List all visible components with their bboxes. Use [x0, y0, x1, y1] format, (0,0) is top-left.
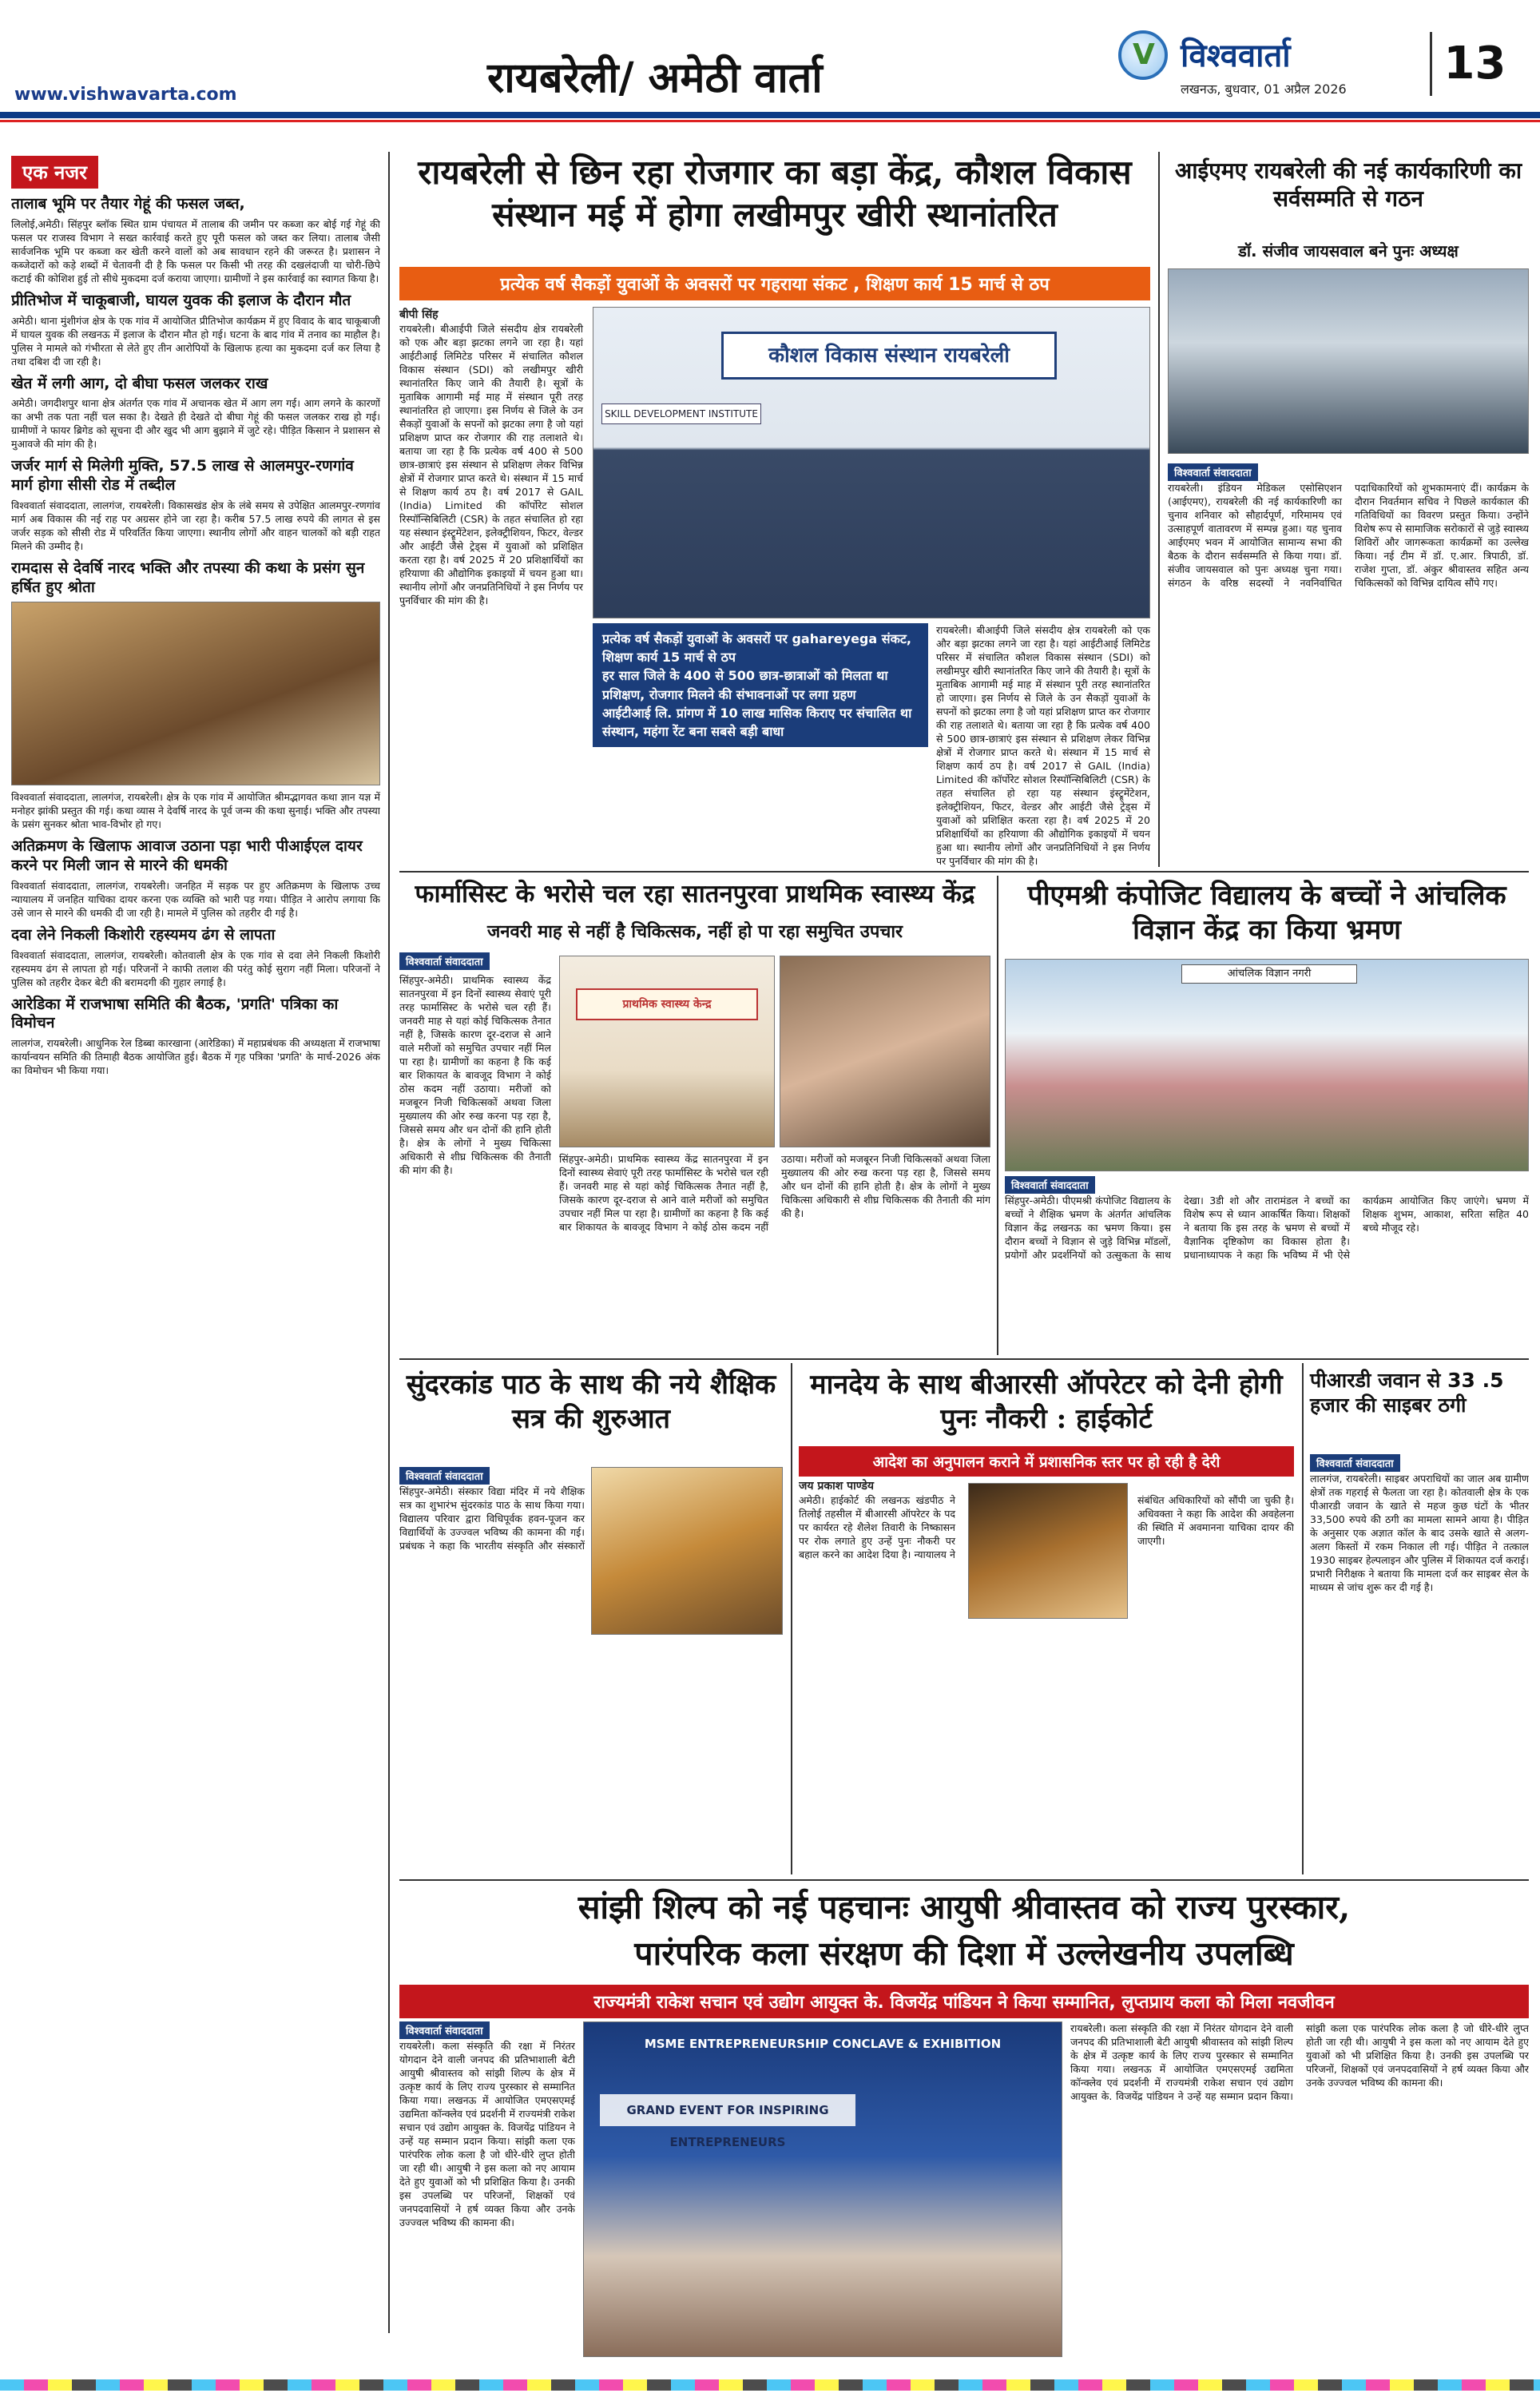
- phc-photo: [559, 956, 775, 1147]
- section-divider: [399, 871, 1529, 873]
- sundar-photo: [591, 1467, 783, 1635]
- brief-body: विश्ववार्ता संवाददाता, लालगंज, रायबरेली। विकासखंड क्षेत्र के लंबे समय से उपेक्षित आलमपुर-रणगांव मार्ग अब विकास की नई राह पर अग्रसर होने जा रहा है। करीब 57.5 लाख रुपये की लागत से इस जर्जर सड़क को सीसी रोड में परिवर्तित किया जाएगा। स्थानीय लोगों और वाहन चालकों को बड़ी राहत मिलने की उम्मीद है।: [11, 499, 380, 552]
- pharma-body: सिंहपुर-अमेठी। प्राथमिक स्वास्थ्य केंद्र सातनपुरवा में इन दिनों स्वास्थ्य सेवाएं पूरी तरह फार्मासिस्ट के भरोसे चल रही हैं। जनवरी माह से यहां कोई चिकित्सक तैनात नहीं है, जिसके कारण दूर-दराज से आने वाले मरीजों को समुचित उपचार नहीं मिल पा रहा है। ग्रामीणों का कहना है कि कई बार शिकायत के बावजूद विभाग ने कोई ठोस कदम नहीं उठाया। मरीजों को मजबूरन निजी चिकित्सकों अथवा जिला मुख्यालय की ओर रुख करना पड़ रहा है, जिससे समय और धन दोनों की हानि होती है। क्षेत्र के लोगों ने मुख्य चिकित्सा अधिकारी से शीघ्र चिकित्सक की तैनाती की मांग की है।: [399, 974, 551, 1176]
- bullet-item: आईटीआई लि. प्रांगण में 10 लाख मासिक किराए पर संचालित था संस्थान, महंगा रेंट बना सबसे बड़ी बाधा: [602, 705, 912, 739]
- brief-item: [11, 996, 380, 1078]
- pharma-body-continued: सिंहपुर-अमेठी। प्राथमिक स्वास्थ्य केंद्र सातनपुरवा में इन दिनों स्वास्थ्य सेवाएं पूरी तरह फार्मासिस्ट के भरोसे चल रही हैं। जनवरी माह से यहां कोई चिकित्सक तैनात नहीं है, जिसके कारण दूर-दराज से आने वाले मरीजों को समुचित उपचार नहीं मिल पा रहा है। ग्रामीणों का कहना है कि कई बार शिकायत के बावजूद विभाग ने कोई ठोस कदम नहीं उठाया। मरीजों को मजबूरन निजी चिकित्सकों अथवा जिला मुख्यालय की ओर रुख करना पड़ रहा है, जिससे समय और धन दोनों की हानि होती है। क्षेत्र के लोगों ने मुख्य चिकित्सा अधिकारी से शीघ्र चिकित्सक की तैनाती की मांग की है।: [559, 1153, 990, 1233]
- pmshri-text: [1005, 1176, 1529, 1352]
- brief-title: प्रीतिभोज में चाकूबाजी, घायल युवक की इलाज के दौरान मौत: [11, 291, 351, 309]
- brief-body: लिलोई,अमेठी। सिंहपुर ब्लॉक स्थित ग्राम पंचायत में तालाब की जमीन पर कब्जा कर बोई गई गेहूं की फसल पर राजस्व विभाग ने सख्त कार्रवाई करते हुए पूरी फसल को जब्त कर लिया। तालाब जैसी सार्वजनिक भूमि पर कब्जा कर खेती करने वालों को अब सावधान रहने की जरूरत है। प्रशासन ने कब्जेदारों को कड़े शब्दों में चेतावनी दी है कि फसल पर किसी भी तरह की दखलंदाजी या चोरी-छिपे कटाई की कोशिश हुई तो सीधे मुकदमा दर्ज कराया जाएगा। ग्रामीणों ने इस कार्रवाई का स्वागत किया है।: [11, 217, 380, 284]
- brief-body: लालगंज, रायबरेली। आधुनिक रेल डिब्बा कारखाना (आरेडिका) में महाप्रबंधक की अध्यक्षता में राजभाषा कार्यान्वयन समिति की तिमाही बैठक आयोजित हुई। बैठक में गृह पत्रिका 'प्रगति' के मार्च-2026 अंक का विमोचन भी किया गया।: [11, 1037, 380, 1076]
- saanjhi-body: रायबरेली। कला संस्कृति की रक्षा में निरंतर योगदान देने वाली जनपद की प्रतिभाशाली बेटी आयुषी श्रीवास्तव को सांझी शिल्प के क्षेत्र में उत्कृष्ट कार्य के लिए राज्य पुरस्कार से सम्मानित किया गया। लखनऊ में आयोजित एमएसएमई उद्यमिता कॉन्क्लेव एवं प्रदर्शनी में राज्यमंत्री राकेश सचान एवं उद्योग आयुक्त के. विजयेंद्र पांडियन ने उन्हें यह सम्मान प्रदान किया। सांझी कला एक पारंपरिक लोक कला है जो धीरे-धीरे लुप्त होती जा रही थी। आयुषी ने इस कला को नए आयाम देते हुए युवाओं को भी प्रशिक्षित किया है। उनकी इस उपलब्धि पर परिजनों, शिक्षकों एवं जनपदवासियों ने हर्ष व्यक्त किया और उनके उज्ज्वल भविष्य की कामना की।: [399, 2040, 575, 2228]
- pharma-headline: फार्मासिस्ट के भरोसे चल रहा सातनपुरवा प्राथमिक स्वास्थ्य केंद्र: [415, 880, 975, 908]
- saanjhi-strap: राज्यमंत्री राकेश सचान एवं उद्योग आयुक्त के. विजयेंद्र पांडियन ने किया सम्मानित, लुप्तप्राय कला को मिला नवजीवन: [399, 1985, 1529, 2018]
- phc-sign: प्राथमिक स्वास्थ्य केन्द्र: [576, 988, 758, 1020]
- science-centre-banner: आंचलिक विज्ञान नगरी: [1181, 964, 1357, 984]
- column-divider: [1158, 152, 1160, 867]
- saanjhi-headline-2: पारंपरिक कला संरक्षण की दिशा में उल्लेखनीय उपलब्धि: [634, 1934, 1294, 1973]
- ima-body: रायबरेली। इंडियन मेडिकल एसोसिएशन (आईएमए), रायबरेली की नई कार्यकारिणी का चुनाव शनिवार को सौहार्दपूर्ण, गरिमामय एवं उत्साहपूर्ण वातावरण में सम्पन्न हुआ। यह चुनाव आईएमए भवन में आयोजित सामान्य सभा की बैठक के दौरान सर्वसम्मति से किया गया। डॉ. संजीव जायसवाल को पुनः अध्यक्ष चुना गया। संगठन के वरिष्ठ सदस्यों ने नवनिर्वाचित पदाधिकारियों को शुभकामनाएं दीं। कार्यक्रम के दौरान निवर्तमान सचिव ने पिछले कार्यकाल की गतिविधियों का विवरण प्रस्तुत किया। उन्होंने विशेष रूप से सामाजिक सरोकारों से जुड़े स्वास्थ्य शिविरों और जागरूकता कार्यक्रमों का उल्लेख किया। नई टीम में डॉ. ए.आर. त्रिपाठी, डॉ. राजेश गुप्ता, डॉ. अंकुर श्रीवास्तव सहित अन्य चिकित्सकों को विभिन्न दायित्व सौंपे गए।: [1168, 482, 1529, 589]
- section-divider: [399, 1358, 1529, 1360]
- site-url[interactable]: www.vishwavarta.com: [14, 85, 237, 105]
- pmshri-headline: पीएमश्री कंपोजिट विद्यालय के बच्चों ने आंचलिक विज्ञान केंद्र का किया भ्रमण: [1027, 880, 1506, 946]
- ima-headline: आईएमए रायबरेली की नई कार्यकारिणी का सर्वसम्मति से गठन: [1174, 157, 1522, 212]
- ek-nazar-label: एक नजर: [11, 156, 98, 189]
- pharma-col1: [399, 973, 551, 1349]
- bullet-item: प्रत्येक वर्ष सैकड़ों युवाओं के अवसरों पर gahareyega संकट, शिक्षण कार्य 15 मार्च से ठप: [602, 631, 911, 666]
- cyber-body: लालगंज, रायबरेली। साइबर अपराधियों का जाल अब ग्रामीण क्षेत्रों तक गहराई से फैलता जा रहा है। कोतवाली क्षेत्र के एक पीआरडी जवान के खाते से महज कुछ घंटों के भीतर 33,500 रुपये की ठगी का मामला सामने आया है। पीड़ित के अनुसार एक अज्ञात कॉल के बाद उसके खाते से अलग-अलग किस्तों में रकम निकाल ली गई। पीड़ित ने तत्काल 1930 साइबर हेल्पलाइन और पुलिस में शिकायत दर्ज कराई। प्रभारी निरीक्षक ने बताया कि मामला दर्ज कर साइबर सेल के माध्यम से जांच शुरू कर दी गई है।: [1310, 1473, 1529, 1593]
- brief-body: विश्ववार्ता संवाददाता, लालगंज, रायबरेली। क्षेत्र के एक गांव में आयोजित श्रीमद्भागवत कथा ज्ञान यज्ञ में मनोहर झांकी प्रस्तुत की गई। कथा व्यास ने देवर्षि नारद के पूर्व जन्म की कथा सुनाई। भक्ति और तपस्या के प्रसंग सुनकर श्रोता भाव-विभोर हो गए।: [11, 791, 380, 831]
- brief-item: [11, 195, 380, 285]
- saanjhi-headline-1: सांझी शिल्प को नई पहचानः आयुषी श्रीवास्तव को राज्य पुरस्कार,: [578, 1888, 1351, 1926]
- maandey-byline: जय प्रकाश पाण्डेय: [799, 1480, 874, 1493]
- column-divider: [791, 1363, 792, 1874]
- column-divider: [997, 876, 998, 1355]
- brief-item: [11, 837, 380, 920]
- institute-sign: कौशल विकास संस्थान रायबरेली: [721, 332, 1057, 380]
- lead-byline: बीपी सिंह: [399, 308, 439, 321]
- cyber-byline: विश्ववार्ता संवाददाता: [1310, 1454, 1400, 1472]
- brief-item: [11, 559, 380, 832]
- lead-body: रायबरेली। बीआईपी जिले संसदीय क्षेत्र रायबरेली को एक और बड़ा झटका लगने जा रहा है। यहां आईटीआई लिमिटेड परिसर में संचालित कौशल विकास संस्थान (SDI) को लखीमपुर खीरी स्थानांतरित किए जाने की तैयारी है। सूत्रों के मुताबिक आगामी मई माह में संस्थान पूरी तरह स्थानांतरित हो जाएगा। इस निर्णय से जिले के उन सैकड़ों युवाओं के सपनों को झटका लगा है जो यहां प्रशिक्षण प्राप्त कर रोजगार की राह तलाशते थे। बताया जा रहा है कि प्रत्येक वर्ष 400 से 500 छात्र-छात्राएं इस संस्थान से प्रशिक्षण लेकर विभिन्न क्षेत्रों में रोजगार प्राप्त करते थे। संस्थान में 15 मार्च से शिक्षण कार्य ठप है। वर्ष 2017 से GAIL (India) Limited की कॉर्पोरेट सोशल रिस्पॉन्सिबिलिटी (CSR) के तहत संचालित हो रहा यह संस्थान इंस्ट्रूमेंटेशन, इलेक्ट्रीशियन, फिटर, वेल्डर और आईटी जैसे ट्रेड्स में युवाओं को प्रशिक्षित करता रहा है। वर्ष 2025 में 20 प्रशिक्षार्थियों का हरियाणा की औद्योगिक इकाइयों में चयन हुआ था। स्थानीय लोगों और जनप्रतिनिधियों ने इस निर्णय पर पुनर्विचार की मांग की है।: [399, 323, 583, 606]
- header-rule-accent: [0, 120, 1540, 122]
- header-rule: [0, 112, 1540, 118]
- pharma-subhead: जनवरी माह से नहीं है चिकित्सक, नहीं हो पा रहा समुचित उपचार: [486, 922, 903, 942]
- sundar-headline: सुंदरकांड पाठ के साथ की नये शैक्षिक सत्र की शुरुआत: [406, 1369, 776, 1435]
- brand-name: विश्ववार्ता: [1181, 38, 1291, 74]
- dateline: लखनऊ, बुधवार, 01 अप्रैल 2026: [1181, 81, 1347, 97]
- cyber-text: [1310, 1454, 1529, 1870]
- brief-title: रामदास से देवर्षि नारद भक्ति और तपस्या की कथा के प्रसंग सुन हर्षित हुए श्रोता: [11, 559, 365, 596]
- maandey-headline: मानदेय के साथ बीआरसी ऑपरेटर को देनी होगी पुनः नौकरी : हाईकोर्ट: [810, 1369, 1283, 1435]
- pharma-col2: [559, 1152, 990, 1349]
- saanjhi-col1: [399, 2021, 575, 2373]
- maandey-strap: आदेश का अनुपालन कराने में प्रशासनिक स्तर पर हो रही है देरी: [799, 1446, 1294, 1477]
- saanjhi-photo: [583, 2021, 1062, 2357]
- ima-subhead: डॉ. संजीव जायसवाल बने पुनः अध्यक्ष: [1238, 241, 1459, 260]
- bullet-item: हर साल जिले के 400 से 500 छात्र-छात्राओं को मिलता था प्रशिक्षण, रोजगार मिलने की संभावनाओं पर लगा ग्रहण: [602, 668, 888, 702]
- brief-title: तालाब भूमि पर तैयार गेहूं की फसल जब्त,: [11, 195, 245, 213]
- brief-item: [11, 457, 380, 553]
- pharmacist-photo: [780, 956, 990, 1147]
- brief-body: विश्ववार्ता संवाददाता, लालगंज, रायबरेली। जनहित में सड़क पर हुए अतिक्रमण के खिलाफ उच्च न्यायालय में जनहित याचिका दायर करना एक व्यक्ति को भारी पड़ गया। पीड़ित ने आरोप लगाया कि उसे जान से मारने की धमकी दी जा रही है। मामले में पुलिस को तहरीर दी गई है।: [11, 879, 380, 919]
- brief-title: दवा लेने निकली किशोरी रहस्यमय ढंग से लापता: [11, 925, 276, 944]
- saanjhi-col2: [1070, 2021, 1529, 2373]
- katha-photo: [11, 602, 380, 785]
- lead-bullets: [593, 623, 928, 747]
- brand-logo-icon: [1118, 30, 1168, 80]
- pmshri-byline: विश्ववार्ता संवाददाता: [1005, 1176, 1095, 1194]
- brief-body: विश्ववार्ता संवाददाता, लालगंज, रायबरेली। कोतवाली क्षेत्र के एक गांव से दवा लेने निकली किशोरी रहस्यमय ढंग से लापता हो गई। परिजनों ने काफी तलाश की परंतु कोई सुराग नहीं मिला। परिजनों ने पुलिस को तहरीर देकर बेटी की बरामदगी की गुहार लगाई है।: [11, 948, 380, 988]
- logo-letter: V: [1133, 38, 1155, 71]
- saanjhi-byline: विश्ववार्ता संवाददाता: [399, 2021, 490, 2039]
- section-divider: [399, 1879, 1529, 1881]
- brief-item: [11, 375, 380, 451]
- brief-title: आरेडिका में राजभाषा समिति की बैठक, 'प्रगति' पत्रिका का विमोचन: [11, 995, 339, 1032]
- brief-title: जर्जर मार्ग से मिलेगी मुक्ति, 57.5 लाख से आलमपुर-रणगांव मार्ग होगा सीसी रोड में तब्दील: [11, 457, 354, 494]
- saanjhi-body-continued: रायबरेली। कला संस्कृति की रक्षा में निरंतर योगदान देने वाली जनपद की प्रतिभाशाली बेटी आयुषी श्रीवास्तव को सांझी शिल्प के क्षेत्र में उत्कृष्ट कार्य के लिए राज्य पुरस्कार से सम्मानित किया गया। लखनऊ में आयोजित एमएसएमई उद्यमिता कॉन्क्लेव एवं प्रदर्शनी में राज्यमंत्री राकेश सचान एवं उद्योग आयुक्त के. विजयेंद्र पांडियन ने उन्हें यह सम्मान प्रदान किया। सांझी कला एक पारंपरिक लोक कला है जो धीरे-धीरे लुप्त होती जा रही थी। आयुषी ने इस कला को नए आयाम देते हुए युवाओं को भी प्रशिक्षित किया है। उनकी इस उपलब्धि पर परिजनों, शिक्षकों एवं जनपदवासियों ने हर्ष व्यक्त किया और उनके उज्ज्वल भविष्य की कामना की।: [1070, 2022, 1529, 2102]
- maandey-body: अमेठी। हाईकोर्ट की लखनऊ खंडपीठ ने तिलोई तहसील में बीआरसी ऑपरेटर के पद पर कार्यरत रहे शैलेश तिवारी के निष्कासन पर रोक लगाते हुए उन्हें पुनः नौकरी पर बहाल करने का आदेश दिया है। न्यायालय ने संबंधित अधिकारियों को सौंपी जा चुकी है। अधिवक्ता ने कहा कि आदेश की अवहेलना की स्थिति में अवमानना याचिका दायर की जाएगी।: [799, 1494, 1294, 1560]
- sundar-body: सिंहपुर-अमेठी। संस्कार विद्या मंदिर में नये शैक्षिक सत्र का शुभारंभ सुंदरकांड पाठ के साथ किया गया। विद्यालय परिवार द्वारा विधिपूर्वक हवन-पूजन कर विद्यार्थियों के उज्ज्वल भविष्य की कामना की गई। प्रबंधक ने कहा कि भारतीय संस्कृति और संस्कारों: [399, 1485, 585, 1552]
- ima-photo: [1168, 268, 1529, 454]
- sundar-byline: विश्ववार्ता संवाददाता: [399, 1467, 490, 1485]
- page-number: 13: [1430, 32, 1518, 96]
- pmshri-body: सिंहपुर-अमेठी। पीएमश्री कंपोजिट विद्यालय के बच्चों ने शैक्षिक भ्रमण के अंतर्गत आंचलिक विज्ञान केंद्र लखनऊ का भ्रमण किया। इस दौरान बच्चों ने विज्ञान से जुड़े विभिन्न मॉडलों, प्रयोगों और प्रदर्शनियों को उत्सुकता के साथ देखा। 3डी शो और तारामंडल ने बच्चों का विशेष रूप से ध्यान आकर्षित किया। शिक्षकों ने बताया कि इस तरह के भ्रमण से बच्चों में वैज्ञानिक दृष्टिकोण का विकास होता है। प्रधानाध्यापक ने कहा कि भविष्य में भी ऐसे कार्यक्रम आयोजित किए जाएंगे। भ्रमण में शिक्षक शुभम, आकाश, सरिता सहित 40 बच्चे मौजूद रहे।: [1005, 1195, 1529, 1261]
- lead-headline: रायबरेली से छिन रहा रोजगार का बड़ा केंद्र, कौशल विकास संस्थान मई में होगा लखीमपुर खीरी स्थानांतरित: [418, 153, 1132, 234]
- column-divider: [388, 152, 390, 2333]
- institute-banner: SKILL DEVELOPMENT INSTITUTE: [601, 403, 761, 424]
- gavel-photo: [968, 1483, 1128, 1619]
- print-registration-strip: [0, 2379, 1540, 2391]
- lead-body-continued: रायबरेली। बीआईपी जिले संसदीय क्षेत्र रायबरेली को एक और बड़ा झटका लगने जा रहा है। यहां आईटीआई लिमिटेड परिसर में संचालित कौशल विकास संस्थान (SDI) को लखीमपुर खीरी स्थानांतरित किए जाने की तैयारी है। सूत्रों के मुताबिक आगामी मई माह में संस्थान पूरी तरह स्थानांतरित हो जाएगा। इस निर्णय से जिले के उन सैकड़ों युवाओं के सपनों को झटका लगा है जो यहां प्रशिक्षण प्राप्त कर रोजगार की राह तलाशते थे। बताया जा रहा है कि प्रत्येक वर्ष 400 से 500 छात्र-छात्राएं इस संस्थान से प्रशिक्षण लेकर विभिन्न क्षेत्रों में रोजगार प्राप्त करते थे। संस्थान में 15 मार्च से शिक्षण कार्य ठप है। वर्ष 2017 से GAIL (India) Limited की कॉर्पोरेट सोशल रिस्पॉन्सिबिलिटी (CSR) के तहत संचालित हो रहा यह संस्थान इंस्ट्रूमेंटेशन, इलेक्ट्रीशियन, फिटर, वेल्डर और आईटी जैसे ट्रेड्स में युवाओं को प्रशिक्षित करता रहा है। वर्ष 2025 में 20 प्रशिक्षार्थियों का हरियाणा की औद्योगिक इकाइयों में चयन हुआ था। स्थानीय लोगों और जनप्रतिनिधियों ने इस निर्णय पर पुनर्विचार की मांग की है।: [936, 624, 1150, 867]
- lead-strap: प्रत्येक वर्ष सैकड़ों युवाओं के अवसरों पर गहराया संकट , शिक्षण कार्य 15 मार्च से ठप: [399, 267, 1150, 300]
- brief-body: अमेठी। जगदीशपुर थाना क्षेत्र अंतर्गत एक गांव में अचानक खेत में आग लग गई। आग लगने के कारणों का अभी तक पता नहीं चल सका है। देखते ही देखते दो बीघा गेहूं की फसल जलकर राख हो गई। ग्रामीणों ने फायर ब्रिगेड को सूचना दी और खुद भी आग बुझाने में जुटे रहे। पीड़ित किसान ने प्रशासन से मुआवजे की मांग की है।: [11, 397, 380, 451]
- ima-text: [1168, 463, 1529, 863]
- section-title: रायबरेली/ अमेठी वार्ता: [487, 54, 823, 102]
- lead-continued: [936, 623, 1150, 868]
- cyber-headline: पीआरडी जवान से 33 .5 हजार की साइबर ठगी: [1310, 1369, 1504, 1417]
- conclave-banner: MSME ENTREPRENEURSHIP CONCLAVE & EXHIBITION: [644, 2037, 1002, 2051]
- pmshri-photo: [1005, 959, 1529, 1171]
- lead-photo: [593, 307, 1150, 618]
- brief-body: अमेठी। थाना मुंशीगंज क्षेत्र के एक गांव में आयोजित प्रीतिभोज कार्यक्रम में हुए विवाद के बाद चाकूबाजी में घायल युवक की लखनऊ में इलाज के दौरान मौत हो गई। घटना के बाद गांव में तनाव का माहौल है। पुलिस ने मामले को गंभीरता से लेते हुए तीन आरोपियों के खिलाफ हत्या का मुकदमा दर्ज कर लिया है तथा दबिश दी जा रही है।: [11, 314, 380, 368]
- brief-item: [11, 292, 380, 368]
- pharma-byline: विश्ववार्ता संवाददाता: [399, 952, 490, 970]
- column-divider: [1302, 1363, 1304, 1874]
- brief-title: अतिक्रमण के खिलाफ आवाज उठाना पड़ा भारी पीआईएल दायर करने पर मिली जान से मारने की धमकी: [11, 837, 363, 874]
- lead-text-col: [399, 307, 583, 607]
- ima-byline: विश्ववार्ता संवाददाता: [1168, 463, 1258, 481]
- conclave-banner-2: GRAND EVENT FOR INSPIRING ENTREPRENEURS: [600, 2094, 855, 2126]
- ek-nazar-column: [11, 156, 380, 2321]
- brief-title: खेत में लगी आग, दो बीघा फसल जलकर राख: [11, 374, 268, 392]
- brief-item: [11, 926, 380, 989]
